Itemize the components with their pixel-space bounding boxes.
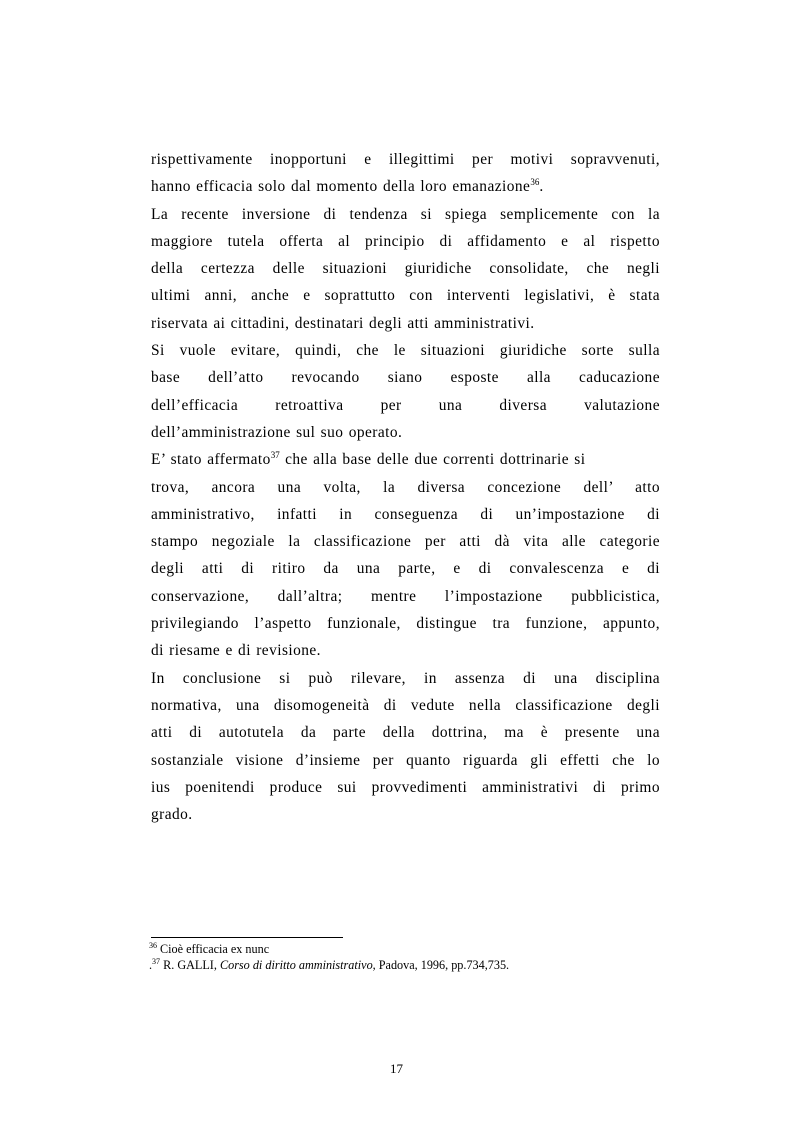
text-line: della certezza delle situazioni giuridiche consolidate, che negli	[151, 260, 660, 278]
text-line: dell’amministrazione sul suo operato.	[151, 423, 403, 441]
text-line: hanno efficacia solo dal momento della loro emanazione$^{36}$.	[151, 177, 544, 196]
text-line: rispettivamente inopportuni e illegittimi per motivi sopravvenuti,	[151, 151, 660, 168]
text-line: base dell’atto revocando siano esposte alla caducazione	[151, 369, 660, 387]
text-line: amministrativo, infatti in conseguenza di un’impostazione di	[151, 505, 660, 523]
text-line: E’ stato affermato$^{37}$ che alla base delle due correnti dottrinarie si	[151, 450, 586, 469]
text-line: normativa, una disomogeneità di vedute nella classificazione degli	[151, 696, 660, 714]
text-line: ius poenitendi produce sui provvedimenti amministrativi di primo	[151, 778, 660, 796]
text-line: ultimi anni, anche e soprattutto con interventi legislativi, è stata	[151, 287, 660, 305]
cited-work-title: Corso di diritto amministrativo,	[219, 958, 376, 972]
text-line: atti di autotutela da parte della dottrina, ma è presente una	[151, 724, 660, 742]
text-line: La recente inversione di tendenza si spiega semplicemente con la	[151, 205, 660, 223]
footnote-ref-36[interactable]: 36	[530, 177, 540, 188]
text-line: sostanziale visione d’insieme per quanto riguarda gli effetti che lo	[151, 751, 660, 769]
footnote-36: $^{36}$ Cioè efficacia ex nunc	[149, 941, 270, 956]
footnote-mark-37: 37	[152, 957, 161, 966]
text-line: degli atti di ritiro da una parte, e di convalescenza e di	[151, 560, 660, 578]
footnote-mark-36: 36	[149, 941, 157, 950]
text-line: conservazione, dall’altra; mentre l’impostazione pubblicistica,	[151, 587, 660, 605]
text-line: dell’efficacia retroattiva per una diversa valutazione	[151, 396, 660, 414]
text-line: di riesame e di revisione.	[151, 642, 321, 660]
footnote-ref-37[interactable]: 37	[270, 450, 280, 461]
text-line: trova, ancora una volta, la diversa concezione dell’ atto	[151, 478, 660, 496]
text-line: riservata ai cittadini, destinatari degli atti amministrativi.	[151, 314, 535, 332]
page-number: 17	[390, 1061, 403, 1076]
text-line: Si vuole evitare, quindi, che le situazioni giuridiche sorte sulla	[151, 342, 660, 360]
footnote-37: .$^{37}$ R. GALLI, Corso di diritto amministrativo, Padova, 1996, pp.734,735.	[149, 957, 510, 972]
text-line: stampo negoziale la classificazione per atti dà vita alle categorie	[151, 533, 660, 551]
text-line: grado.	[151, 806, 193, 824]
text-line: privilegiando l’aspetto funzionale, distingue tra funzione, appunto,	[151, 615, 660, 633]
text-line: maggiore tutela offerta al principio di affidamento e al rispetto	[151, 232, 660, 250]
main-text	[151, 146, 660, 828]
footnote-separator	[151, 937, 343, 938]
text-line: In conclusione si può rilevare, in assenza di una disciplina	[151, 669, 660, 687]
footnotes	[149, 941, 709, 973]
